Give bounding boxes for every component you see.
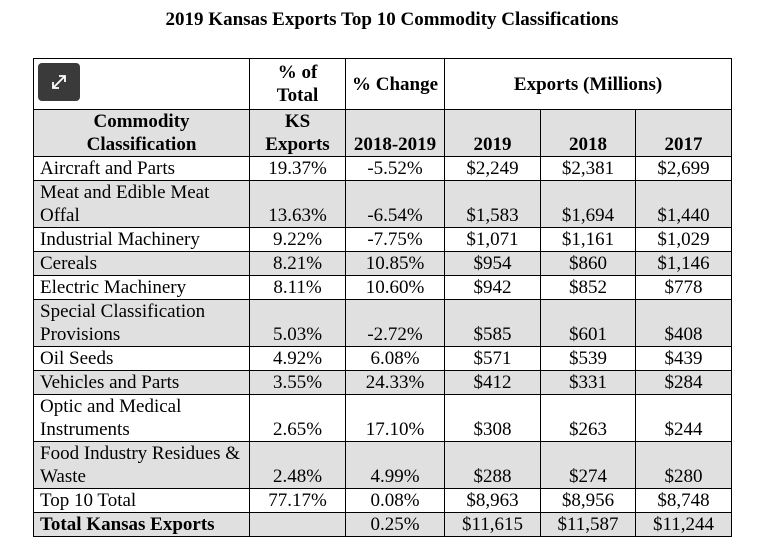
value-2019-cell: $1,071 [445, 228, 541, 252]
expand-diagonal-arrows-icon [48, 71, 70, 93]
row-label: Optic and Medical Instruments [34, 395, 250, 442]
header-year-2017: 2017 [636, 110, 732, 157]
table-row [34, 157, 732, 181]
row-label: Food Industry Residues & Waste [34, 442, 250, 489]
value-2019-cell: $8,963 [445, 489, 541, 513]
share-cell: 8.21% [250, 252, 346, 276]
value-2017-cell: $284 [636, 371, 732, 395]
value-2017-cell: $439 [636, 347, 732, 371]
share-cell: 3.55% [250, 371, 346, 395]
row-label: Special Classification Provisions [34, 300, 250, 347]
value-2019-cell: $412 [445, 371, 541, 395]
value-2018-cell: $860 [541, 252, 636, 276]
row-label: Electric Machinery [34, 276, 250, 300]
table-row [34, 489, 732, 513]
value-2017-cell: $1,146 [636, 252, 732, 276]
share-cell: 77.17% [250, 489, 346, 513]
row-label: Top 10 Total [34, 489, 250, 513]
table-row [34, 371, 732, 395]
share-cell: 9.22% [250, 228, 346, 252]
value-2019-cell: $2,249 [445, 157, 541, 181]
value-2018-cell: $2,381 [541, 157, 636, 181]
change-cell: -5.52% [346, 157, 445, 181]
value-2017-cell: $280 [636, 442, 732, 489]
row-label: Aircraft and Parts [34, 157, 250, 181]
expand-button[interactable] [38, 63, 80, 101]
value-2018-cell: $11,587 [541, 513, 636, 537]
table-row [34, 300, 732, 347]
header-commodity: Commodity Classification [34, 110, 250, 157]
change-cell: 10.60% [346, 276, 445, 300]
header-year-2019: 2019 [445, 110, 541, 157]
change-cell: -2.72% [346, 300, 445, 347]
header-share-bottom: KS Exports [250, 110, 346, 157]
table-row [34, 181, 732, 228]
table-row [34, 276, 732, 300]
change-cell: 0.25% [346, 513, 445, 537]
header-change-top: % Change [346, 59, 445, 110]
value-2017-cell: $244 [636, 395, 732, 442]
share-cell: 19.37% [250, 157, 346, 181]
value-2018-cell: $274 [541, 442, 636, 489]
header-change-bottom: 2018-2019 [346, 110, 445, 157]
share-cell: 5.03% [250, 300, 346, 347]
value-2018-cell: $8,956 [541, 489, 636, 513]
table-row [34, 395, 732, 442]
exports-table [33, 58, 732, 537]
header-share-top: % of Total [250, 59, 346, 110]
expand-cell [34, 59, 250, 110]
change-cell: -6.54% [346, 181, 445, 228]
value-2019-cell: $942 [445, 276, 541, 300]
table-row [34, 442, 732, 489]
value-2017-cell: $8,748 [636, 489, 732, 513]
change-cell: 17.10% [346, 395, 445, 442]
value-2018-cell: $852 [541, 276, 636, 300]
value-2019-cell: $954 [445, 252, 541, 276]
value-2017-cell: $11,244 [636, 513, 732, 537]
value-2018-cell: $331 [541, 371, 636, 395]
change-cell: 4.99% [346, 442, 445, 489]
value-2019-cell: $1,583 [445, 181, 541, 228]
value-2018-cell: $1,694 [541, 181, 636, 228]
change-cell: -7.75% [346, 228, 445, 252]
row-label: Cereals [34, 252, 250, 276]
row-label: Total Kansas Exports [34, 513, 250, 537]
table-row [34, 347, 732, 371]
table-row [34, 228, 732, 252]
header-year-2018: 2018 [541, 110, 636, 157]
table-body [34, 157, 732, 537]
share-cell: 4.92% [250, 347, 346, 371]
value-2019-cell: $585 [445, 300, 541, 347]
value-2019-cell: $11,615 [445, 513, 541, 537]
row-label: Meat and Edible Meat Offal [34, 181, 250, 228]
value-2018-cell: $539 [541, 347, 636, 371]
value-2017-cell: $408 [636, 300, 732, 347]
share-cell: 2.48% [250, 442, 346, 489]
row-label: Oil Seeds [34, 347, 250, 371]
row-label: Vehicles and Parts [34, 371, 250, 395]
change-cell: 24.33% [346, 371, 445, 395]
value-2017-cell: $778 [636, 276, 732, 300]
table-title: 2019 Kansas Exports Top 10 Commodity Classifications [165, 9, 619, 30]
share-cell: 8.11% [250, 276, 346, 300]
share-cell [250, 513, 346, 537]
value-2017-cell: $2,699 [636, 157, 732, 181]
row-label: Industrial Machinery [34, 228, 250, 252]
change-cell: 6.08% [346, 347, 445, 371]
value-2019-cell: $308 [445, 395, 541, 442]
share-cell: 2.65% [250, 395, 346, 442]
value-2017-cell: $1,440 [636, 181, 732, 228]
value-2018-cell: $1,161 [541, 228, 636, 252]
table-row [34, 513, 732, 537]
table-row [34, 252, 732, 276]
value-2017-cell: $1,029 [636, 228, 732, 252]
header-exports-group: Exports (Millions) [445, 59, 732, 110]
share-cell: 13.63% [250, 181, 346, 228]
change-cell: 10.85% [346, 252, 445, 276]
change-cell: 0.08% [346, 489, 445, 513]
value-2018-cell: $263 [541, 395, 636, 442]
value-2019-cell: $288 [445, 442, 541, 489]
value-2018-cell: $601 [541, 300, 636, 347]
value-2019-cell: $571 [445, 347, 541, 371]
